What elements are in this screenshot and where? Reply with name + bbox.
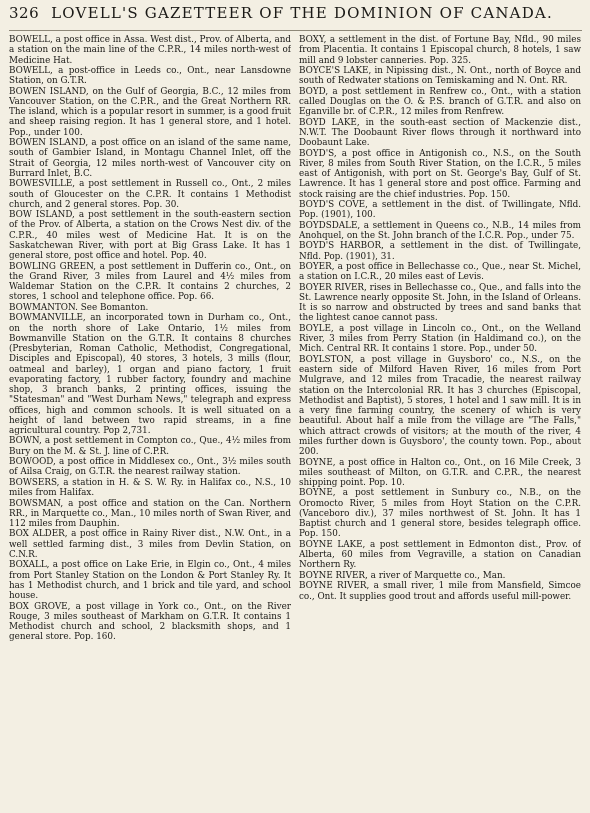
gazetteer-entry: BOYD LAKE, in the south-east section of Mackenzie dist., N.W.T. The Doobaunt River flows through it northward into Doobaunt Lake.: [299, 117, 581, 149]
gazetteer-entry: BOYD'S HARBOR, a settlement in the dist. of Twillingate, Nfld. Pop. (1901), 31.: [299, 241, 581, 262]
gazetteer-entry: BOYNE, a post settlement in Sunbury co., N.B., on the Oromocto River, 5 miles from Hoyt Station on the C.P.R. (Vanceboro div.), 37 miles northwest of St. John. It has 1 Baptist church and 1 general store, besides telegraph office. Pop. 150.: [299, 488, 581, 540]
gazetteer-entry: BOYD, a post settlement in Renfrew co., Ont., with a station called Douglas on the O. & P.S. branch of G.T.R. and also on Eganville br. of C.P.R., 12 miles from Renfrew.: [299, 86, 581, 118]
gazetteer-entry: BOYCE'S LAKE, in Nipissing dist., N. Ont., north of Boyce and south of Redwater stations on Temiskaming and N. Ont. RR.: [299, 65, 581, 87]
running-head-title: LOVELL'S GAZETTEER OF THE DOMINION OF CANADA.: [51, 4, 553, 22]
right-column: [299, 35, 581, 813]
page-number: 326: [9, 4, 40, 22]
gazetteer-entry: BOWEN ISLAND, a post office on an island of the same name, south of Gambier Island, in Montagu Channel Inlet, off the Strait of Georgia, 12 miles north-west of Vancouver city on Burrard Inlet, B.C.: [9, 138, 291, 179]
gazetteer-entry: BOYDSDALE, a settlement in Queens co., N.B., 14 miles from Anohquel, on the St. John branch of the I.C.R. Pop., under 75.: [299, 220, 581, 241]
gazetteer-entry: BOYNE LAKE, a post settlement in Edmonton dist., Prov. of Alberta, 60 miles from Vegraville, a station on Canadian Northern Ry.: [299, 539, 581, 571]
gazetteer-entry: BOWMANTON. See Bomanton.: [9, 302, 149, 313]
gazetteer-entry: BOYNE RIVER, a river of Marquette co., Man.: [299, 570, 506, 581]
gazetteer-entry: BOYD'S, a post office in Antigonish co., N.S., on the South River, 8 miles from South River Station, on the I.C.R., 5 miles east of Antigonish, with port on St. George's Bay, Gulf of St. Lawrence. It has 1 general store and post office. Farming and stock raising are the chief industries. Pop. 150.: [299, 148, 581, 200]
gazetteer-entry: BOXALL, a post office on Lake Erie, in Elgin co., Ont., 4 miles from Port Stanley Station on the London & Port Stanley Ry. It has 1 Methodist church, and 1 brick and tile yard, and school house.: [9, 560, 291, 602]
gazetteer-entry: BOWMANVILLE, an incorporated town in Durham co., Ont., on the north shore of Lake Ontario, 1½ miles from Bowmanville Station on the G.T.R. It contains 8 churches (Presbyterian, Roman Catholic, Methodist, Congregational, Disciples and Episcopal), 40 stores, 3 hotels, 3 mills (flour, oatmeal and barley), 1 organ and piano factory, 1 fruit evaporating factory, 1 rubber factory, foundry and machine shop, 3 branch banks, 2 printing offices, issuing the "Statesman" and "West Durham News," telegraph and express offices, high and common schools. It is well situated on a height of land between two rapid streams, in a fine agricultural country. Pop 2,731.: [9, 313, 291, 436]
text-columns: [9, 35, 582, 813]
gazetteer-entry: BOWELL, a post-office in Leeds co., Ont., near Lansdowne Station, on G.T.R.: [9, 65, 291, 87]
gazetteer-entry: BOWSERS, a station in H. & S. W. Ry. in Halifax co., N.S., 10 miles from Halifax.: [9, 477, 291, 499]
gazetteer-entry: BOX ALDER, a post office in Rainy River dist., N.W. Ont., in a well settled farming dist., 3 miles from Devlin Station, on C.N.R.: [9, 529, 291, 560]
gazetteer-entry: BOYNE, a post office in Halton co., Ont., on 16 Mile Creek, 3 miles southeast of Milton, on G.T.R. and C.P.R., the nearest shipping point. Pop. 10.: [299, 457, 581, 488]
gazetteer-entry: BOYLE, a post village in Lincoln co., Ont., on the Welland River, 3 miles from Perry Station (in Haldimand co.), on the Mich. Central RR. It contains 1 store. Pop., under 50.: [299, 323, 581, 355]
gazetteer-entry: BOWOOD, a post office in Middlesex co., Ont., 3½ miles south of Ailsa Craig, on G.T.R. the nearest railway station.: [9, 457, 291, 478]
gazetteer-entry: BOYNE RIVER, a small river, 1 mile from Mansfield, Simcoe co., Ont. It supplies good trout and affords useful mill-power.: [299, 581, 581, 602]
page-header: [9, 4, 582, 31]
gazetteer-entry: BOWEN ISLAND, on the Gulf of Georgia, B.C., 12 miles from Vancouver Station, on the C.P.R., and the Great Northern RR. The island, which is a popular resort in summer, is a good fruit and sheep raising region. It has 1 general store, and 1 hotel. Pop., under 100.: [9, 86, 291, 138]
gazetteer-entry: BOYER RIVER, rises in Bellechasse co., Que., and falls into the St. Lawrence nearly opposite St. John, in the Island of Orleans. It is so narrow and obstructed by trees and sand banks that the lightest canoe cannot pass.: [299, 282, 581, 324]
gazetteer-entry: BOXY, a settlement in the dist. of Fortune Bay, Nfld., 90 miles from Placentia. It contains 1 Episcopal church, 8 hotels, 1 saw mill and 9 lobster canneries. Pop. 325.: [299, 35, 581, 66]
gazetteer-entry: BOX GROVE, a post village in York co., Ont., on the River Rouge, 3 miles southeast of Markham on G.T.R. It contains 1 Methodist church and school, 2 blacksmith shops, and 1 general store. Pop. 160.: [9, 601, 291, 643]
gazetteer-entry: BOYLSTON, a post village in Guysboro' co., N.S., on the eastern side of Milford Haven River, 16 miles from Port Mulgrave, and 12 miles from Tracadie, the nearest railway station on the Intercolonial RR. It has 3 churches (Episcopal, Methodist and Baptist), 5 stores, 1 hotel and 1 saw mill. It is in a very fine farming country, the scenery of which is very beautiful. About half a mile from the village are "The Falls," which attract crowds of visitors; at the mouth of the river, 4 miles further down is Guysboro', the county town. Pop., about 200.: [299, 354, 581, 458]
gazetteer-entry: BOWSMAN, a post office and station on the Can. Northern RR., in Marquette co., Man., 10 miles north of Swan River, and 112 miles from Dauphin.: [9, 498, 291, 529]
gazetteer-entry: BOYD'S COVE, a settlement in the dist. of Twillingate, Nfld. Pop. (1901), 100.: [299, 199, 581, 221]
gazetteer-entry: BOWN, a post settlement in Compton co., Que., 4½ miles from Bury on the M. & St. J. line of C.P.R.: [9, 436, 291, 457]
gazetteer-entry: BOW ISLAND, a post settlement in the south-eastern section of the Prov. of Alberta, a station on the Crows Nest div. of the C.P.R., 40 miles west of Medicine Hat. It is on the Saskatchewan River, with port at Big Grass Lake. It has 1 general store, post office and hotel. Pop. 40.: [9, 210, 291, 262]
gazetteer-entry: BOWELL, a post office in Assa. West dist., Prov. of Alberta, and a station on the main line of the C.P.R., 14 miles north-west of Medicine Hat.: [9, 35, 291, 66]
gazetteer-entry: BOYER, a post office in Bellechasse co., Que., near St. Michel, a station on I.C.R., 20 miles east of Levis.: [299, 262, 581, 283]
left-column: [9, 35, 291, 813]
gazetteer-entry: BOWESVILLE, a post settlement in Russell co., Ont., 2 miles south of Gloucester on the C.P.R. It contains 1 Methodist church, and 2 general stores. Pop. 30.: [9, 179, 291, 210]
gazetteer-entry: BOWLING GREEN, a post settlement in Dufferin co., Ont., on the Grand River, 3 miles from Laurel and 4½ miles from Waldemar Station on the C.P.R. It contains 2 churches, 2 stores, 1 school and telephone office. Pop. 66.: [9, 261, 291, 303]
